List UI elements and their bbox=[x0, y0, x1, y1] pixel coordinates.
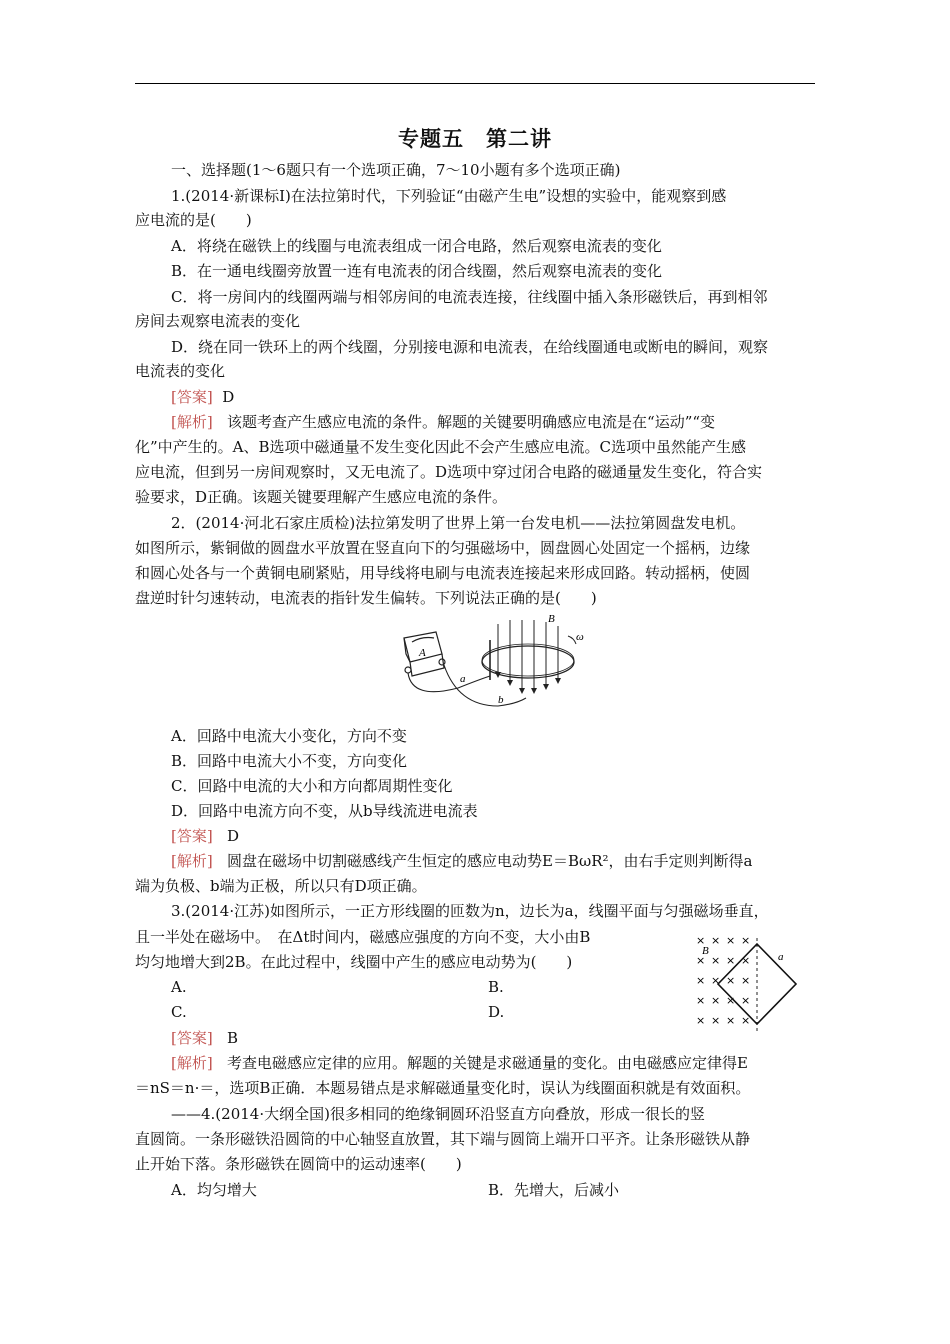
q2-answer: D bbox=[227, 827, 240, 845]
q1-option-c-cont: 房间去观察电流表的变化 bbox=[135, 312, 301, 330]
field-cross: × bbox=[726, 1014, 736, 1027]
q2-option-b: B．回路中电流大小不变，方向变化 bbox=[171, 752, 408, 770]
q1-stem-line: 应电流的是( ) bbox=[135, 211, 252, 229]
field-cross: × bbox=[696, 934, 706, 947]
q3-stem-line: 3.(2014·江苏)如图所示，一正方形线圈的匝数为n，边长为a，线圈平面与匀强磁场垂直， bbox=[171, 902, 769, 920]
q1-option-b: B．在一通电线圈旁放置一连有电流表的闭合线圈，然后观察电流表的变化 bbox=[171, 262, 663, 280]
page-title: 专题五 第二讲 bbox=[398, 127, 552, 151]
q2-analysis: 圆盘在磁场中切割磁感线产生恒定的感应电动势E＝BωR²，由右手定则判断得a bbox=[227, 852, 753, 870]
side-a-label: a bbox=[778, 951, 784, 963]
q3-option-d: D. bbox=[488, 1003, 505, 1021]
q2-stem-line: 和圆心处各与一个黄铜电刷紧贴，用导线将电刷与电流表连接起来形成回路。转动摇柄，使圆 bbox=[135, 564, 751, 582]
field-cross: × bbox=[696, 954, 706, 967]
q2-option-a: A．回路中电流大小变化，方向不变 bbox=[171, 727, 407, 745]
field-cross: × bbox=[711, 1014, 721, 1027]
q2-answer-line bbox=[171, 826, 239, 846]
q3-answer: B bbox=[227, 1029, 239, 1047]
section-heading: 一、选择题(1～6题只有一个选项正确，7～10小题有多个选项正确) bbox=[171, 161, 621, 179]
q3-option-c: C. bbox=[171, 1003, 187, 1021]
q1-answer: D bbox=[222, 388, 235, 406]
q1-analysis-cont: 化”中产生的。A、B选项中磁通量不发生变化因此不会产生感应电流。C选项中虽然能产生感 bbox=[135, 438, 747, 456]
q1-option-a: A．将绕在磁铁上的线圈与电流表组成一闭合电路，然后观察电流表的变化 bbox=[171, 237, 662, 255]
q4-stem-line: ——4.(2014·大纲全国)很多相同的绝缘铜圆环沿竖直方向叠放，形成一很长的竖 bbox=[171, 1105, 705, 1123]
q1-analysis-cont: 验要求，D正确。该题关键要理解产生感应电流的条件。 bbox=[135, 488, 508, 506]
q2-stem-line: 如图所示，紫铜做的圆盘水平放置在竖直向下的匀强磁场中，圆盘圆心处固定一个摇柄，边缘 bbox=[135, 539, 751, 557]
q3-option-a: A. bbox=[171, 978, 187, 996]
q3-stem-line: 且一半处在磁场中。 在Δt时间内，磁感应强度的方向不变，大小由B bbox=[135, 928, 591, 946]
field-cross: × bbox=[741, 994, 751, 1007]
field-B-label: B bbox=[548, 613, 555, 625]
analysis-tag: [解析] bbox=[171, 852, 213, 870]
q4-stem-line: 直圆筒。一条形磁铁沿圆筒的中心轴竖直放置，其下端与圆筒上端开口平齐。让条形磁铁从静 bbox=[135, 1130, 751, 1148]
q2-analysis-line bbox=[171, 851, 753, 871]
q2-analysis-cont: 端为负极、b端为正极，所以只有D项正确。 bbox=[135, 877, 427, 895]
q3-analysis-cont: ＝nS＝n·＝，选项B正确．本题易错点是求解磁通量变化时，误认为线圈面积就是有效面积。 bbox=[135, 1079, 751, 1097]
galvanometer-label: A bbox=[419, 647, 426, 659]
answer-tag: [答案] bbox=[171, 827, 213, 845]
field-cross: × bbox=[711, 954, 721, 967]
q3-answer-line bbox=[171, 1028, 238, 1048]
analysis-tag: [解析] bbox=[171, 1054, 213, 1072]
field-cross: × bbox=[696, 974, 706, 987]
wire-a-label: a bbox=[460, 673, 466, 685]
field-cross: × bbox=[726, 954, 736, 967]
field-cross: × bbox=[726, 994, 736, 1007]
q4-option-a: A．均匀增大 bbox=[171, 1181, 257, 1199]
q1-stem-line: 1.(2014·新课标Ⅰ)在法拉第时代，下列验证“由磁产生电”设想的实验中，能观察到感 bbox=[171, 187, 727, 205]
q1-option-d-cont: 电流表的变化 bbox=[135, 362, 226, 380]
field-cross: × bbox=[726, 934, 736, 947]
faraday-disc-figure bbox=[398, 610, 588, 712]
q1-analysis-line bbox=[171, 412, 715, 432]
field-cross: × bbox=[741, 1014, 751, 1027]
q2-option-c: C．回路中电流的大小和方向都周期性变化 bbox=[171, 777, 453, 795]
q1-analysis-cont: 应电流，但到另一房间观察时，又无电流了。D选项中穿过闭合电路的磁通量发生变化，符合实 bbox=[135, 463, 763, 481]
q3-analysis: 考查电磁感应定律的应用。解题的关键是求磁通量的变化。由电磁感应定律得E bbox=[227, 1054, 748, 1072]
field-cross: × bbox=[711, 974, 721, 987]
q4-stem-line: 止开始下落。条形磁铁在圆筒中的运动速率( ) bbox=[135, 1155, 462, 1173]
field-cross: × bbox=[696, 1014, 706, 1027]
analysis-tag: [解析] bbox=[171, 413, 213, 431]
field-B-label: B bbox=[702, 945, 709, 957]
field-cross: × bbox=[741, 954, 751, 967]
q4-option-b: B．先增大，后减小 bbox=[488, 1181, 620, 1199]
field-cross: × bbox=[711, 934, 721, 947]
q2-option-d: D．回路中电流方向不变，从b导线流进电流表 bbox=[171, 802, 478, 820]
field-cross: × bbox=[711, 994, 721, 1007]
header-rule bbox=[135, 83, 815, 84]
answer-tag: [答案] bbox=[171, 388, 213, 406]
square-coil-figure bbox=[690, 932, 810, 1036]
q1-option-d: D．绕在同一铁环上的两个线圈，分别接电源和电流表，在给线圈通电或断电的瞬间，观察 bbox=[171, 338, 769, 356]
q2-stem-line: 盘逆时针匀速转动，电流表的指针发生偏转。下列说法正确的是( ) bbox=[135, 589, 597, 607]
wire-b-label: b bbox=[498, 694, 504, 706]
q1-analysis: 该题考查产生感应电流的条件。解题的关键要明确感应电流是在“运动”“变 bbox=[227, 413, 716, 431]
q3-analysis-line bbox=[171, 1053, 748, 1073]
q1-answer-line bbox=[171, 387, 234, 407]
field-cross: × bbox=[726, 974, 736, 987]
q2-stem-line: 2．(2014·河北石家庄质检)法拉第发明了世界上第一台发电机——法拉第圆盘发电机。 bbox=[171, 514, 746, 532]
q3-option-b: B. bbox=[488, 978, 504, 996]
answer-tag: [答案] bbox=[171, 1029, 213, 1047]
omega-label: ω bbox=[576, 631, 584, 643]
field-cross: × bbox=[741, 974, 751, 987]
field-cross: × bbox=[741, 934, 751, 947]
field-cross: × bbox=[696, 994, 706, 1007]
q1-option-c: C．将一房间内的线圈两端与相邻房间的电流表连接，往线圈中插入条形磁铁后，再到相邻 bbox=[171, 288, 768, 306]
q3-stem-line: 均匀地增大到2B。在此过程中，线圈中产生的感应电动势为( ) bbox=[135, 953, 573, 971]
